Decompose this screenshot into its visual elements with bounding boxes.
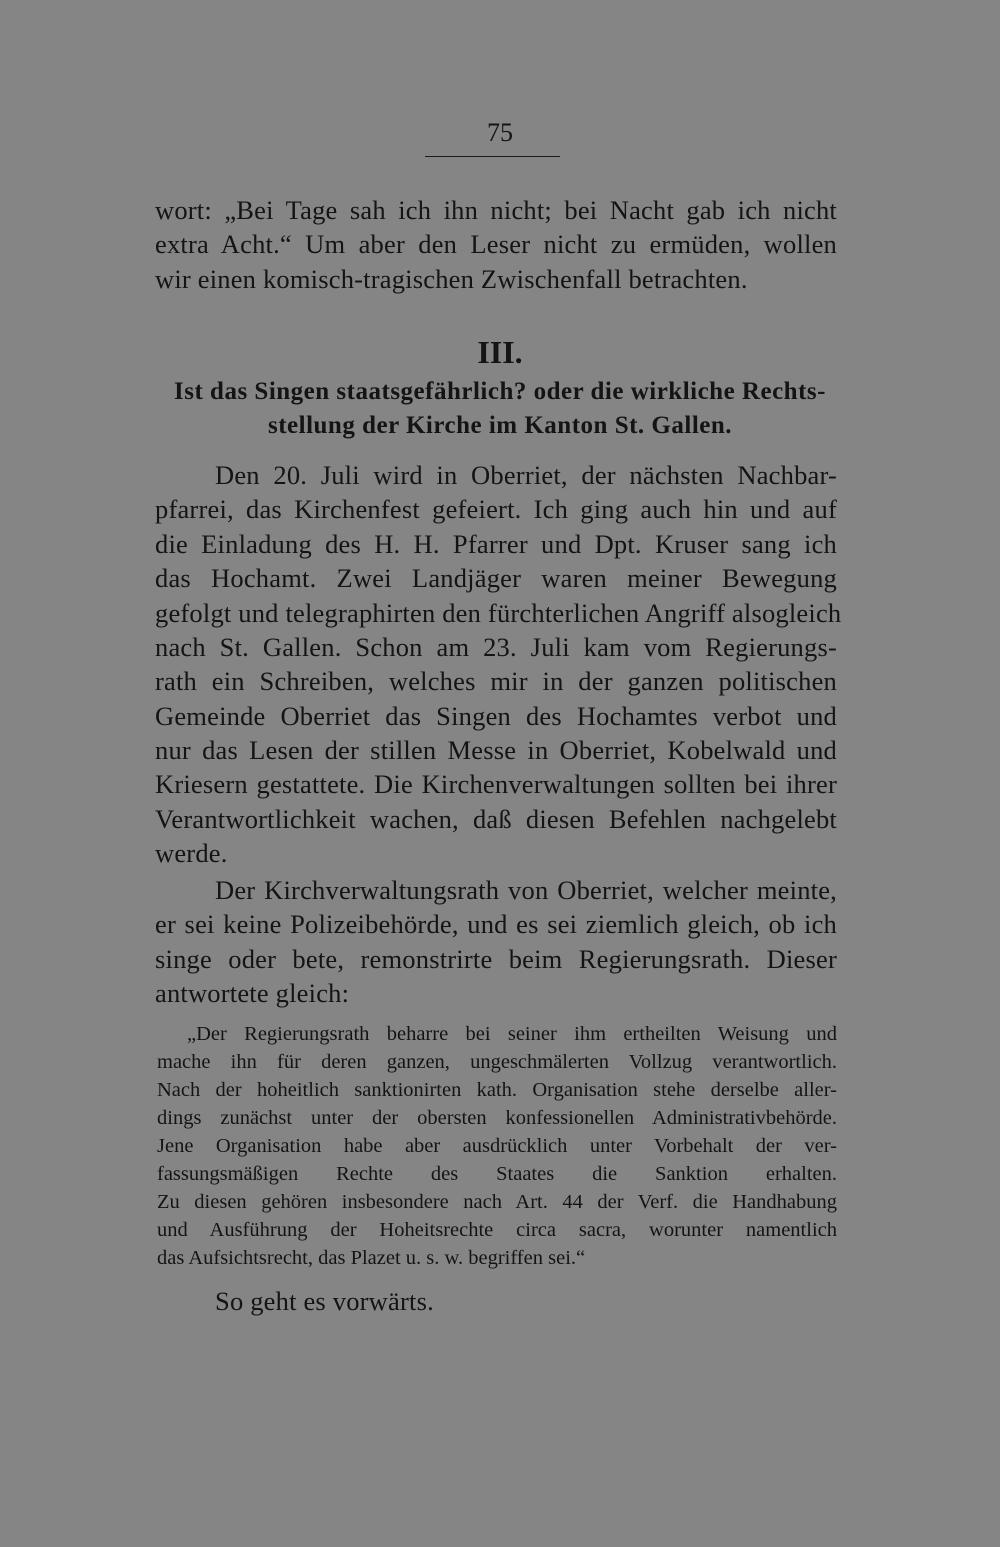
header-rule (425, 156, 560, 157)
paragraph-line: Der Kirchverwaltungsrath von Oberriet, welcher meinte, (215, 875, 837, 905)
intro-line: wir einen komisch-tragischen Zwischenfall betrachten. (155, 264, 748, 294)
paragraph-line: rath ein Schreiben, welches mir in der ganzen politischen (155, 666, 837, 696)
paragraph-line: er sei keine Polizeibehörde, und es sei ziemlich gleich, ob ich (155, 909, 837, 939)
intro-line: extra Acht.“ Um aber den Leser nicht zu ermüden, wollen (155, 229, 837, 259)
paragraph-line: das Hochamt. Zwei Landjäger waren meiner Bewegung (155, 563, 837, 593)
paragraph-line: gefolgt und telegraphirten den fürchterlichen Angriff alsogleich (155, 598, 842, 628)
quote-line: „Der Regierungsrath beharre bei seiner ihm ertheilten Weisung und (187, 1023, 837, 1045)
paragraph-line: Verantwortlichkeit wachen, daß diesen Befehlen nachgelebt (155, 804, 837, 834)
paragraph-line: Den 20. Juli wird in Oberriet, der nächsten Nachbar- (215, 460, 837, 490)
section-title-line: Ist das Singen staatsgefährlich? oder die wirkliche Rechts- (174, 378, 826, 405)
section-title-line: stellung der Kirche im Kanton St. Gallen. (267, 412, 733, 439)
paragraph-line: die Einladung des H. H. Pfarrer und Dpt. Kruser sang ich (155, 529, 837, 559)
quote-line: Zu diesen gehören insbesondere nach Art. 44 der Verf. die Handhabung (157, 1191, 837, 1213)
section-numeral: III. (477, 334, 523, 370)
paragraph-line: pfarrei, das Kirchenfest gefeiert. Ich ging auch hin und auf (155, 494, 837, 524)
quote-line: dings zunächst unter der obersten konfessionellen Administrativbehörde. (157, 1107, 837, 1129)
paragraph-line: nach St. Gallen. Schon am 23. Juli kam vom Regierungs- (155, 632, 837, 662)
quote-line: fassungsmäßigen Rechte des Staates die Sanktion erhalten. (157, 1163, 837, 1185)
paragraph-line: Kriesern gestattete. Die Kirchenverwaltungen sollten bei ihrer (155, 769, 837, 799)
quote-line: mache ihn für deren ganzen, ungeschmälerten Vollzug verantwortlich. (157, 1051, 837, 1073)
paragraph-line: Gemeinde Oberriet das Singen des Hochamtes verbot und (155, 701, 837, 731)
paragraph-line: antwortete gleich: (155, 978, 350, 1008)
intro-line: wort: „Bei Tage sah ich ihn nicht; bei Nacht gab ich nicht (155, 195, 837, 225)
quote-line: das Aufsichtsrecht, das Plazet u. s. w. begriffen sei.“ (157, 1247, 586, 1269)
quote-line: Nach der hoheitlich sanktionirten kath. Organisation stehe derselbe aller- (157, 1079, 837, 1101)
paragraph-line: werde. (155, 838, 228, 868)
quote-line: und Ausführung der Hoheitsrechte circa sacra, worunter namentlich (157, 1219, 837, 1241)
paragraph-line: nur das Lesen der stillen Messe in Oberriet, Kobelwald und (155, 735, 837, 765)
page-number: 75 (487, 118, 513, 147)
paragraph-line: singe oder bete, remonstrirte beim Regierungsrath. Dieser (155, 944, 837, 974)
quote-line: Jene Organisation habe aber ausdrücklich unter Vorbehalt der ver- (157, 1135, 837, 1157)
closing-line: So geht es vorwärts. (215, 1286, 434, 1316)
